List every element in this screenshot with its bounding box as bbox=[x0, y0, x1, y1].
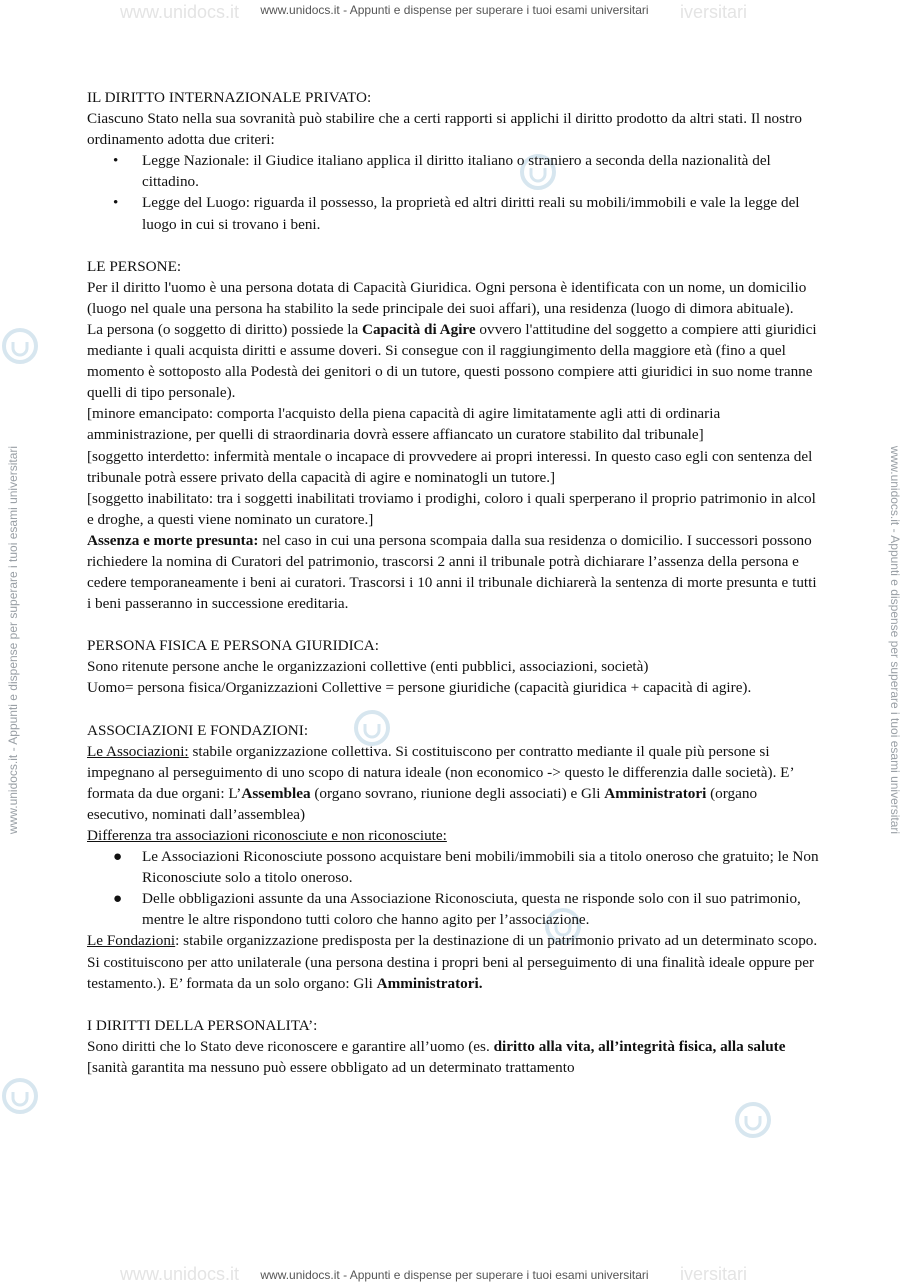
differences-list bbox=[87, 846, 822, 930]
unidocs-logo-icon bbox=[0, 326, 40, 366]
paragraph-capacita-giuridica: Per il diritto l'uomo è una persona dotata di Capacità Giuridica. Ogni persona è identificata con un nome, un domicilio (luogo nel quale una persona ha stabilito la sede principale dei suoi affari), una residenza (luogo di dimora abituale). bbox=[87, 278, 807, 317]
bold-term: Assenza e morte presunta: bbox=[87, 531, 259, 549]
bullet-icon: • bbox=[113, 152, 119, 170]
bullet-icon: • bbox=[113, 194, 119, 212]
left-margin-watermark: www.unidocs.it - Appunti e dispense per superare i tuoi esami universitari bbox=[6, 445, 20, 835]
unidocs-logo-icon bbox=[733, 1100, 773, 1140]
list-item bbox=[87, 150, 822, 192]
paragraph-assenza-morte-presunta: Assenza e morte presunta: nel caso in cui una persona scompaia dalla sua residenza o domicilio. I successori possono richiedere la nomina di Curatori del patrimonio, trascorsi 2 anni il tribunale potrà dichiarare l’assenza della persona e cedere temporaneamente i beni ai curatori. Trascorsi i 10 anni il tribunale dichiarerà la sentenza di morte presunta e tutti i beni passeranno in successione ereditaria. bbox=[87, 531, 817, 613]
watermark-ghost-top: www.unidocs.it bbox=[120, 2, 240, 22]
spacer bbox=[87, 614, 822, 635]
unidocs-logo-icon bbox=[0, 1076, 40, 1116]
paragraph-organizzazioni-collettive: Sono ritenute persone anche le organizzazioni collettive (enti pubblici, associazioni, società) bbox=[87, 658, 649, 676]
document-body bbox=[87, 87, 822, 1078]
watermark-ghost-bottom-right: iversitari bbox=[680, 1264, 748, 1284]
bullet-icon: ● bbox=[113, 890, 123, 908]
list-item-text: Legge del Luogo: riguarda il possesso, la proprietà ed altri diritti reali su mobili/immobili e vale la legge del luogo in cui si trovano i beni. bbox=[142, 194, 800, 233]
paragraph-soggetto-interdetto: [soggetto interdetto: infermità mentale o incapace di provvedere ai propri interessi. In questo caso egli con sentenza del tribunale potrà essere privato della capacità di agire e nominatogli un tutore.] bbox=[87, 447, 813, 486]
heading-persona-fisica-giuridica: PERSONA FISICA E PERSONA GIURIDICA: bbox=[87, 637, 379, 655]
bold-term: diritto alla vita, all’integrità fisica, alla salute bbox=[493, 1037, 786, 1055]
bullet-icon: ● bbox=[113, 848, 123, 866]
watermark-ghost-top-right: iversitari bbox=[680, 2, 748, 22]
paragraph-persona-fisica-giuridica: Uomo= persona fisica/Organizzazioni Collettive = persone giuridiche (capacità giuridica + capacità di agire). bbox=[87, 679, 752, 697]
spacer bbox=[87, 699, 822, 720]
list-item-text: Le Associazioni Riconosciute possono acquistare beni mobili/immobili sia a titolo oneroso che gratuito; le Non Riconosciute solo a titolo oneroso. bbox=[142, 848, 819, 887]
watermark-ghost-bottom: www.unidocs.it bbox=[120, 1264, 240, 1284]
right-margin-watermark: www.unidocs.it - Appunti e dispense per superare i tuoi esami universitari bbox=[888, 445, 902, 835]
bold-term: Amministratori bbox=[604, 784, 707, 802]
underlined-label: Le Associazioni: bbox=[87, 742, 189, 760]
paragraph-associazioni: Le Associazioni: stabile organizzazione collettiva. Si costituiscono per contratto mediante il quale più persone si impegnano al perseguimento di uno scopo di natura ideale (non economico -> questo le differenzia dalle società). E’ formata da due organi: L’Assemblea (organo sovrano, riunione degli associati) e Gli Amministratori (organo esecutivo, nominati dall’assemblea) bbox=[87, 742, 794, 823]
criteria-list bbox=[87, 150, 822, 234]
subheading-differenza: Differenza tra associazioni riconosciute e non riconosciute: bbox=[87, 827, 447, 844]
paragraph-minore-emancipato: [minore emancipato: comporta l'acquisto della piena capacità di agire limitatamente agli atti di ordinaria amministrazione, per quelli di straordinaria dovrà essere affiancato un curatore stabilito dal tribunale] bbox=[87, 405, 721, 444]
footer-watermark: www.unidocs.it - Appunti e dispense per superare i tuoi esami universitari bbox=[260, 1268, 649, 1282]
list-item bbox=[87, 888, 822, 930]
paragraph-capacita-di-agire: La persona (o soggetto di diritto) possiede la Capacità di Agire ovvero l'attitudine del soggetto a compiere atti giuridici mediante i quali acquista diritti e assume doveri. Si consegue con il raggiungimento della maggiore età (fino a quel momento è sottoposto alla Podestà dei genitori o di un tutore, questi possono compiere atti giuridici in suo nome tranne quelli di tipo personale). bbox=[87, 320, 817, 402]
heading-diritti-personalita: I DIRITTI DELLA PERSONALITA’: bbox=[87, 1016, 318, 1034]
paragraph-intro-diritto-internazionale: Ciascuno Stato nella sua sovranità può stabilire che a certi rapporti si applichi il diritto prodotto da altri stati. Il nostro ordinamento adotta due criteri: bbox=[87, 110, 802, 149]
spacer bbox=[87, 235, 822, 256]
list-item bbox=[87, 192, 822, 234]
heading-le-persone: LE PERSONE: bbox=[87, 257, 182, 275]
heading-diritto-internazionale: IL DIRITTO INTERNAZIONALE PRIVATO: bbox=[87, 89, 372, 106]
spacer bbox=[87, 994, 822, 1015]
bold-term: Assemblea bbox=[241, 784, 311, 802]
header-watermark: www.unidocs.it - Appunti e dispense per superare i tuoi esami universitari bbox=[260, 3, 649, 17]
underlined-label: Le Fondazioni bbox=[87, 932, 176, 950]
paragraph-diritti-personalita: Sono diritti che lo Stato deve riconoscere e garantire all’uomo (es. diritto alla vita, all’integrità fisica, alla salute [sanità garantita ma nessuno può essere obbligato ad un determinato trattamento bbox=[87, 1037, 786, 1076]
list-item bbox=[87, 846, 822, 888]
bold-term: Capacità di Agire bbox=[362, 320, 476, 338]
list-item-text: Delle obbligazioni assunte da una Associazione Riconosciuta, questa ne risponde solo con il suo patrimonio, mentre le altre rispondono tutti coloro che hanno agito per l’associazione. bbox=[142, 890, 801, 929]
paragraph-soggetto-inabilitato: [soggetto inabilitato: tra i soggetti inabilitati troviamo i prodighi, coloro i quali sperperano il proprio patrimonio in alcol e droghe, a questi viene nominato un curatore.] bbox=[87, 489, 816, 528]
heading-associazioni-fondazioni: ASSOCIAZIONI E FONDAZIONI: bbox=[87, 721, 309, 739]
list-item-text: Legge Nazionale: il Giudice italiano applica il diritto italiano o straniero a seconda della nazionalità del cittadino. bbox=[142, 152, 771, 191]
bold-term: Amministratori. bbox=[376, 974, 483, 992]
paragraph-fondazioni: Le Fondazioni: stabile organizzazione predisposta per la destinazione di un patrimonio privato ad un determinato scopo. Si costituiscono per atto unilaterale (una persona destina i propri beni al perseguimento di una finalità ideale oppure per testamento.). E’ formata da un solo organo: Gli Amministratori. bbox=[87, 932, 818, 992]
